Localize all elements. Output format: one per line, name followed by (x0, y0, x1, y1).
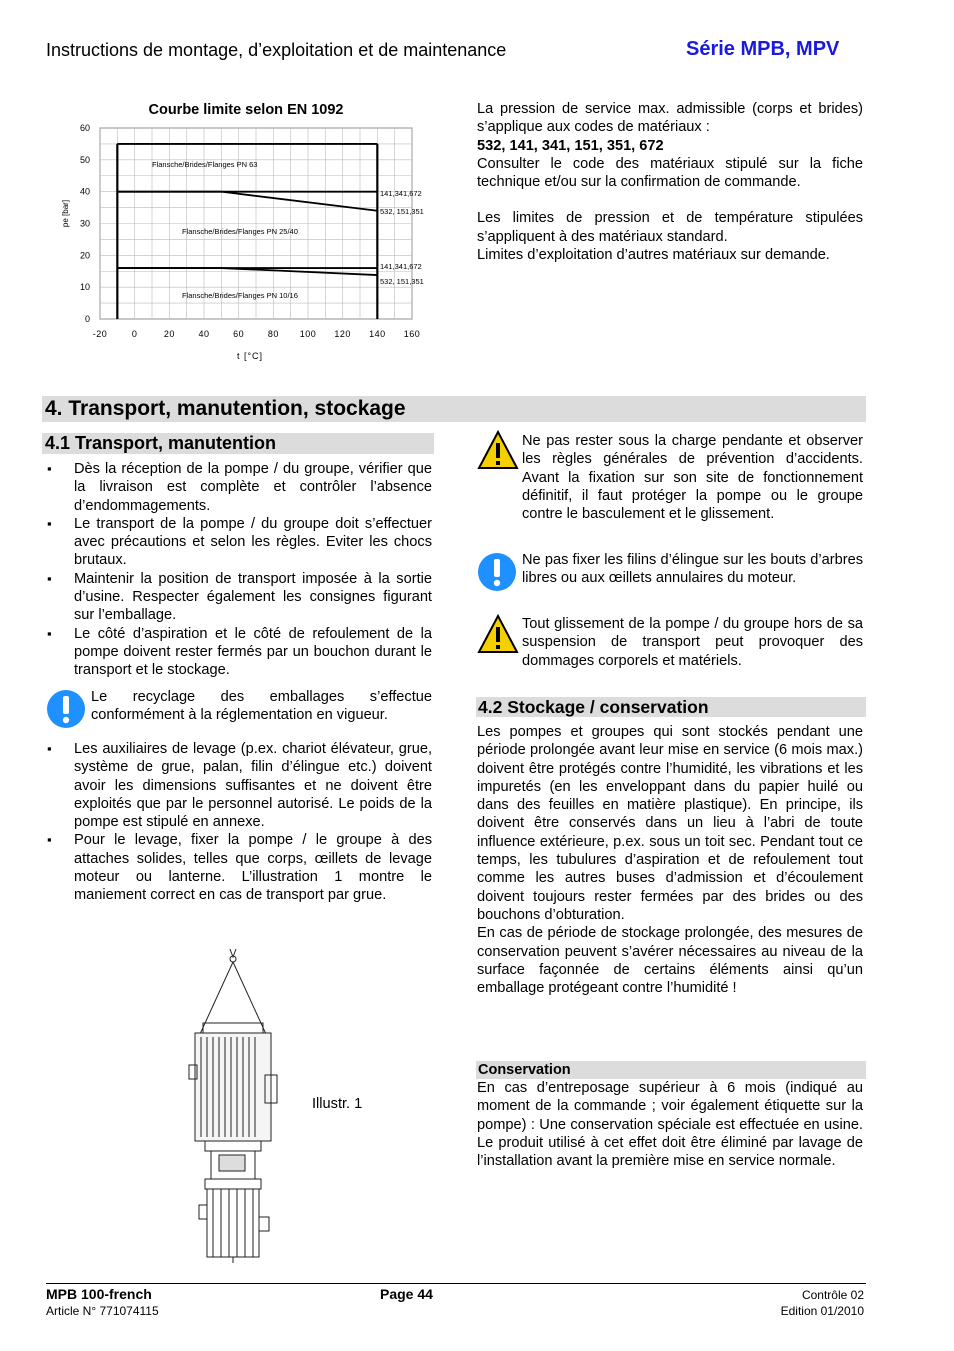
footer-divider (46, 1283, 866, 1284)
x-tick-label: 0 (131, 329, 138, 339)
lifting-bullets (46, 740, 432, 905)
x-tick-label: 60 (233, 329, 245, 339)
x-tick-label: 40 (198, 329, 210, 339)
pump-crane-illustration (183, 945, 293, 1265)
warning-triangle-icon (477, 430, 519, 470)
series-line (117, 268, 377, 275)
bullet-item: ▪ Dès la réception de la pompe / du groupe, vérifier que la livraison est complète et contrôler l’absence d’endommagements. (46, 460, 432, 515)
material-codes: 532, 141, 341, 151, 351, 672 (477, 137, 664, 154)
conservation-paragraph: En cas d’entreposage supérieur à 6 mois (indiqué au moment de la commande ; voir également étiquette sur la pompe) : Une conservation spéciale est effectuée en usine. Le produit utilisé à cet effet doit être éliminé par lavage de l’installation avant la première mise en service normale. (477, 1080, 863, 1170)
x-tick-label: -20 (92, 329, 108, 339)
footer-control: Contrôle 02 (801, 1288, 864, 1302)
chart-annotation: 532, 151,351 (380, 277, 424, 286)
storage-extended-paragraph: En cas de période de stockage prolongée, des mesures de conservation peuvent s’avérer nécessaires au niveau de la surface façonnée de certains éléments ainsi qu’un emballage protégeant contre l’humidité ! (477, 925, 863, 997)
chart-svg (56, 98, 436, 368)
footer-document-id: MPB 100-french (46, 1286, 152, 1302)
y-tick-label: 30 (79, 218, 90, 229)
y-tick-label: 50 (79, 154, 90, 165)
chart-annotation: 532, 151,351 (380, 207, 424, 216)
section-4-heading: 4. Transport, manutention, stockage (45, 397, 406, 420)
y-tick-label: 60 (79, 123, 90, 133)
bullet-item: ▪ Maintenir la position de transport imposée à la sortie d’usine. Respecter également les consignes figurant sur l’emballage. (46, 570, 432, 625)
subsection-4-1-heading: 4.1 Transport, manutention (45, 433, 277, 453)
storage-text (477, 723, 863, 997)
sling-attachment-note: Ne pas fixer les filins d’élingue sur les bouts d’arbres libres ou aux œillets annulaires du moteur. (522, 552, 863, 587)
pressure-info-text: La pression de service max. admissible (corps et brides) s’applique aux codes de matériaux : (477, 101, 863, 136)
chart-annotation: 141,341,672 (380, 262, 422, 271)
other-material-limits-text: Limites d’exploitation d’autres matériaux sur demande. (477, 247, 830, 264)
x-tick-label: 20 (163, 329, 175, 339)
recycling-note: Le recyclage des emballages s’effectue conformément à la réglementation en vigueur. (91, 689, 432, 724)
y-tick-label: 20 (79, 250, 90, 261)
storage-paragraph: Les pompes et groupes qui sont stockés pendant une période prolongée avant leur mise en service (6 mois max.) doivent être protégés contre l’humidité, les vibrations et les impuretés (en les enveloppant dans du papier huilé ou dans des feuilles en matière plastique). En principe, ils doivent être conservés dans un lieu à l’abri de toute influence extérieure, p.ex. sous un toit sec. Pendant tout ce temps, les tubulures d’aspiration et de refoulement tout comme les autres buses d’admission et d’écoulement doivent toujours rester fermées par des brides ou des bouchons d’obturation. (477, 724, 863, 923)
y-tick-label: 40 (79, 186, 90, 197)
y-tick-label: 10 (79, 282, 90, 293)
standard-material-limits-text: Les limites de pression et de température stipulées s’appliquent à des matériaux standard. (477, 210, 863, 245)
transport-bullet-list (46, 460, 432, 680)
conservation-heading: Conservation (478, 1062, 571, 1078)
y-axis-label: pe [bar] (61, 199, 70, 228)
x-tick-label: 160 (403, 329, 421, 339)
lifting-bullet-list (46, 740, 432, 905)
illustration-label: Illustr. 1 (312, 1096, 363, 1112)
x-tick-label: 80 (267, 329, 279, 339)
footer-article-number: Article N° 771074115 (46, 1304, 159, 1318)
series-line (117, 192, 377, 211)
pressure-limit-chart (56, 98, 436, 368)
chart-title: Courbe limite selon EN 1092 (148, 102, 344, 118)
document-header-title: Instructions de montage, d’exploitation et de maintenance (46, 40, 507, 60)
x-tick-label: 100 (299, 329, 317, 339)
series-title: Série MPB, MPV (686, 38, 840, 60)
footer-page-number: Page 44 (380, 1286, 433, 1302)
suspended-load-warning: Ne pas rester sous la charge pendante et observer les règles générales de prévention d’accidents. Avant la fixation sur son site de fonctionnement définitif, il faut protéger la pompe ou le groupe contre le basculement et le glissement. (522, 433, 863, 523)
chart-annotation: Flansche/Brides/Flanges PN 25/40 (182, 227, 298, 236)
pressure-info-block (477, 100, 863, 264)
bullet-item: ▪ Le côté d’aspiration et le côté de refoulement de la pompe doivent rester fermés par un bouchon durant le transport et le stockage. (46, 625, 432, 680)
material-code-reference-text: Consulter le code des matériaux stipulé sur la fiche technique et/ou sur la confirmation de commande. (477, 155, 863, 191)
x-tick-label: 120 (334, 329, 351, 339)
bullet-item: ▪ Le transport de la pompe / du groupe doit s’effectuer avec précautions et selon les règles. Eviter les chocs brutaux. (46, 515, 432, 570)
info-exclamation-icon (46, 689, 86, 729)
y-tick-label: 0 (84, 314, 90, 324)
bullet-item: ▪ Pour le levage, fixer la pompe / le groupe à des attaches solides, telles que corps, œillets de levage moteur ou lanterne. L’illustration 1 montre le maniement correct en cas de transport par grue. (46, 831, 432, 904)
transport-bullets (46, 460, 432, 680)
subsection-4-2-heading: 4.2 Stockage / conservation (478, 697, 709, 717)
x-axis-label: t [°C] (236, 351, 264, 361)
slipping-warning: Tout glissement de la pompe / du groupe hors de sa suspension de transport peut provoquer des dommages corporels et matériels. (522, 616, 863, 669)
warning-triangle-icon (477, 614, 519, 654)
info-exclamation-icon (477, 552, 517, 592)
footer-edition: Edition 01/2010 (780, 1304, 864, 1318)
bullet-item: ▪ Les auxiliaires de levage (p.ex. chariot élévateur, grue, système de grue, palan, filin d’élingue etc.) doivent avoir les dimensions suffisantes et ne doivent être exploités que par le personnel autorisé. Le poids de la pompe est stipulé en annexe. (46, 740, 432, 831)
chart-annotation: Flansche/Brides/Flanges PN 10/16 (182, 291, 298, 300)
chart-annotation: Flansche/Brides/Flanges PN 63 (152, 160, 258, 169)
x-tick-label: 140 (369, 329, 386, 339)
chart-annotation: 141,341,672 (380, 189, 422, 198)
